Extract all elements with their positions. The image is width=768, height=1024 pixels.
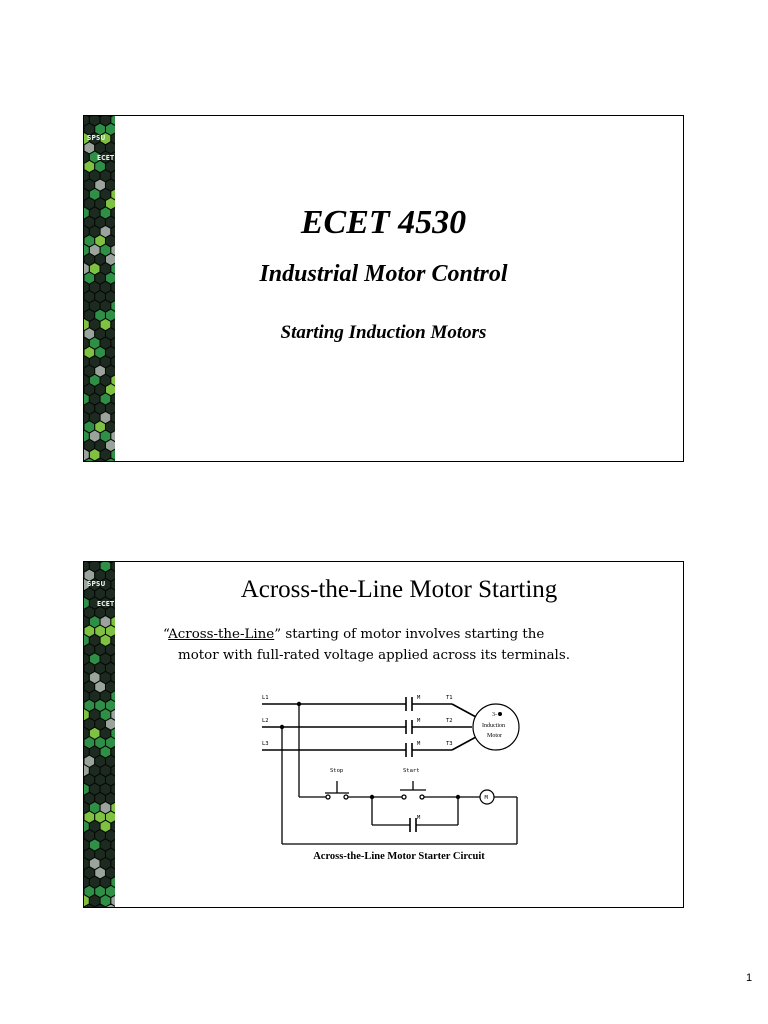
slide-body-text [163, 624, 633, 666]
title-slide [83, 115, 684, 462]
slide-title: ECET 4530 [300, 204, 467, 241]
slide-topic: Starting Induction Motors [280, 322, 487, 343]
line-label-l1: L1 [262, 695, 269, 701]
body-line-1 [163, 624, 633, 645]
logo-text-spsu: SPSU [87, 134, 106, 142]
contact-label-m1: M [417, 695, 421, 701]
motor-label-line1: 3- [492, 712, 497, 718]
motor-starter-circuit-diagram [254, 687, 554, 847]
contact-label-m3: M [417, 741, 421, 747]
figure-caption: Across-the-Line Motor Starter Circuit [313, 851, 485, 862]
slide-title: Across-the-Line Motor Starting [240, 576, 558, 603]
terminal-label-t1: T1 [446, 695, 453, 701]
coil-label: M [484, 795, 488, 801]
start-button-label: Start [403, 768, 420, 774]
motor-label-line2: Induction [482, 723, 505, 729]
underlined-term: Across-the-Line [168, 627, 275, 642]
line-label-l3: L3 [262, 741, 269, 747]
content-slide [83, 561, 684, 908]
decorative-hexagon-strip [84, 562, 115, 907]
slide-subtitle: Industrial Motor Control [259, 261, 508, 287]
page-number: 1 [746, 972, 753, 984]
contact-label-m2: M [417, 718, 421, 724]
terminal-label-t3: T3 [446, 741, 453, 747]
logo-text-spsu: SPSU [87, 580, 106, 588]
hexagon-pattern [84, 116, 115, 461]
terminal-label-t2: T2 [446, 718, 453, 724]
body-line-1-rest: ” starting of motor involves starting the [274, 627, 545, 642]
body-line-2: motor with full-rated voltage applied across its terminals. [178, 648, 570, 663]
logo-text-ecet: ECET [97, 600, 115, 608]
open-quote: “ [163, 627, 169, 642]
motor-label-line3: Motor [487, 733, 502, 739]
hexagon-pattern [84, 562, 115, 907]
decorative-hexagon-strip [84, 116, 115, 461]
logo-text-ecet: ECET [97, 154, 115, 162]
phase-symbol-icon [498, 712, 502, 716]
line-label-l2: L2 [262, 718, 269, 724]
holding-contact-label: M [417, 815, 421, 821]
stop-button-label: Stop [330, 768, 344, 774]
